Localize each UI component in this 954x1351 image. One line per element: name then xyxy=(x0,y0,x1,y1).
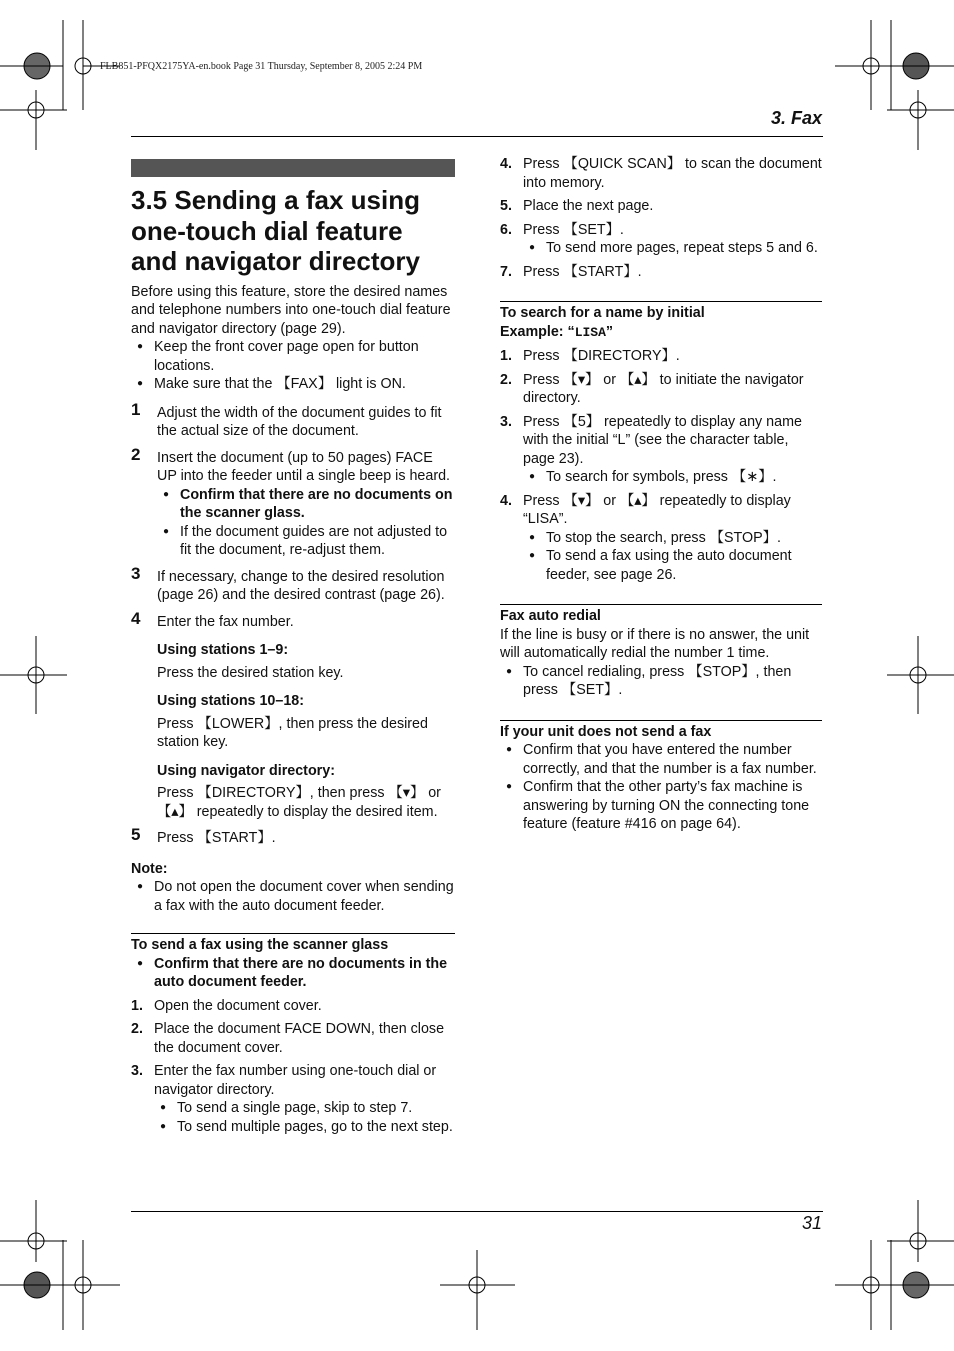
item-number: 1. xyxy=(131,997,143,1014)
step-number: 3 xyxy=(131,563,141,583)
note-bullet: ● Do not open the document cover when sending a fax with the auto document feeder. xyxy=(131,878,455,915)
step-text: Insert the document (up to 50 pages) FACE UP into the feeder until a single beep is heard. xyxy=(157,449,451,484)
example-label: Example: “ xyxy=(500,323,575,340)
step-bullet: ● If the document guides are not adjusted to fit the document, re-adjust them. xyxy=(157,523,455,560)
scanner-item-5 xyxy=(500,197,822,216)
step-4 xyxy=(131,608,455,822)
initial-item-3 xyxy=(500,413,822,487)
item-text: Press 【▾】 or 【▴】 repeatedly to display “LISA”. xyxy=(523,492,791,527)
auto-redial-bullet: ● To cancel redialing, press 【STOP】, then press 【SET】. xyxy=(500,663,822,700)
page-number: 31 xyxy=(801,1213,822,1233)
item-text: Press 【DIRECTORY】. xyxy=(523,348,680,364)
item-number: 4. xyxy=(500,492,512,509)
sub-heading: Using stations 1–9: xyxy=(157,642,289,658)
step-bullet: ● Confirm that there are no documents on the scanner glass. xyxy=(157,486,455,523)
step-text: If necessary, change to the desired resolution (page 26) and the desired contrast (page 26). xyxy=(157,568,445,603)
scanner-glass-heading: To send a fax using the scanner glass xyxy=(131,933,455,955)
initial-item-4 xyxy=(500,492,822,585)
item-number: 3. xyxy=(131,1063,143,1079)
step-number: 5 xyxy=(131,825,141,844)
scanner-bullet: ● Confirm that there are no documents in the auto document feeder. xyxy=(131,955,455,992)
item-bullet: ● To send multiple pages, go to the next step. xyxy=(154,1118,455,1137)
intro-bullet: ● Make sure that the 【FAX】 light is ON. xyxy=(131,375,455,394)
scanner-item-1 xyxy=(131,997,455,1016)
step-number: 4 xyxy=(131,608,141,628)
not-send-bullet: ● Confirm that the other party’s fax machine is answering by turning ON the connecting tone feature (feature #416 on page 64). xyxy=(500,778,822,834)
item-number: 7. xyxy=(500,263,512,280)
header-section-title: 3. Fax xyxy=(770,108,822,128)
sub-text: Press the desired station key. xyxy=(157,664,344,681)
item-bullet: ● To send more pages, repeat steps 5 and 6. xyxy=(523,239,822,258)
item-number: 6. xyxy=(500,221,512,238)
item-bullet: ● To stop the search, press 【STOP】. xyxy=(523,529,822,548)
step-text: Enter the fax number. xyxy=(157,613,294,630)
initial-search-heading: To search for a name by initial xyxy=(500,301,822,323)
auto-redial-heading: Fax auto redial xyxy=(500,604,822,626)
step-3 xyxy=(131,563,455,605)
not-send-heading: If your unit does not send a fax xyxy=(500,720,822,742)
item-number: 2. xyxy=(500,371,512,388)
item-text: Press 【QUICK SCAN】 to scan the document into memory. xyxy=(523,156,822,191)
scanner-item-3 xyxy=(131,1062,455,1136)
right-column xyxy=(500,155,822,834)
item-number: 4. xyxy=(500,156,512,172)
sub-text: Press 【DIRECTORY】, then press 【▾】 or 【▴】 repeatedly to display the desired item. xyxy=(157,785,441,820)
step-number: 1 xyxy=(131,399,141,419)
section-title-bar xyxy=(131,159,455,177)
step-number: 2 xyxy=(131,444,141,464)
sub-text: Press 【LOWER】, then press the desired station key. xyxy=(157,715,428,750)
scanner-item-7 xyxy=(500,263,822,282)
example-close: ” xyxy=(605,323,614,340)
step-5 xyxy=(131,825,455,848)
left-column xyxy=(131,159,455,1136)
item-number: 3. xyxy=(500,413,512,430)
initial-item-2 xyxy=(500,371,822,408)
header-rule xyxy=(131,136,823,137)
item-text: Place the next page. xyxy=(523,198,654,214)
print-info: FLB851-PFQX2175YA-en.book Page 31 Thursday, September 8, 2005 2:24 PM xyxy=(100,61,423,72)
item-text: Enter the fax number using one-touch dial or navigator directory. xyxy=(154,1063,437,1098)
step-text: Adjust the width of the document guides to fit the actual size of the document. xyxy=(157,404,442,439)
example-value: LISA xyxy=(574,324,606,340)
item-number: 5. xyxy=(500,198,512,214)
footer-rule xyxy=(131,1211,823,1212)
item-text: Press 【▾】 or 【▴】 to initiate the navigator directory. xyxy=(523,371,804,406)
note-heading: Note: xyxy=(131,860,168,877)
scanner-item-6 xyxy=(500,221,822,258)
item-number: 2. xyxy=(131,1021,143,1037)
section-title: 3.5 Sending a fax using one-touch dial feature and navigator directory xyxy=(131,185,420,276)
item-number: 1. xyxy=(500,348,512,364)
intro-text: Before using this feature, store the desired names and telephone numbers into one-touch dial feature and navigator directory (page 29). xyxy=(131,283,451,337)
item-text: Press 【SET】. xyxy=(523,221,624,238)
step-2 xyxy=(131,444,455,560)
step-text: Press 【START】. xyxy=(157,830,276,846)
sub-heading: Using stations 10–18: xyxy=(157,693,304,709)
item-text: Press 【START】. xyxy=(523,263,642,280)
auto-redial-text: If the line is busy or if there is no answer, the unit will automatically redial the number 1 time. xyxy=(500,626,810,661)
sub-heading: Using navigator directory: xyxy=(157,762,335,779)
not-send-bullet: ● Confirm that you have entered the number correctly, and that the number is a fax number. xyxy=(500,741,822,778)
initial-item-1 xyxy=(500,347,822,366)
item-text: Press 【5】 repeatedly to display any name with the initial “L” (see the character table, page 23). xyxy=(523,413,802,467)
item-bullet: ● To search for symbols, press 【∗】. xyxy=(523,468,822,487)
scanner-item-2 xyxy=(131,1020,455,1057)
item-bullet: ● To send a fax using the auto document feeder, see page 26. xyxy=(523,547,822,584)
step-1 xyxy=(131,399,455,441)
item-bullet: ● To send a single page, skip to step 7. xyxy=(154,1099,455,1118)
scanner-item-4 xyxy=(500,155,822,192)
item-text: Open the document cover. xyxy=(154,997,322,1014)
item-text: Place the document FACE DOWN, then close the document cover. xyxy=(154,1021,445,1056)
example-line xyxy=(500,323,822,343)
intro-bullet: ● Keep the front cover page open for button locations. xyxy=(131,338,455,375)
